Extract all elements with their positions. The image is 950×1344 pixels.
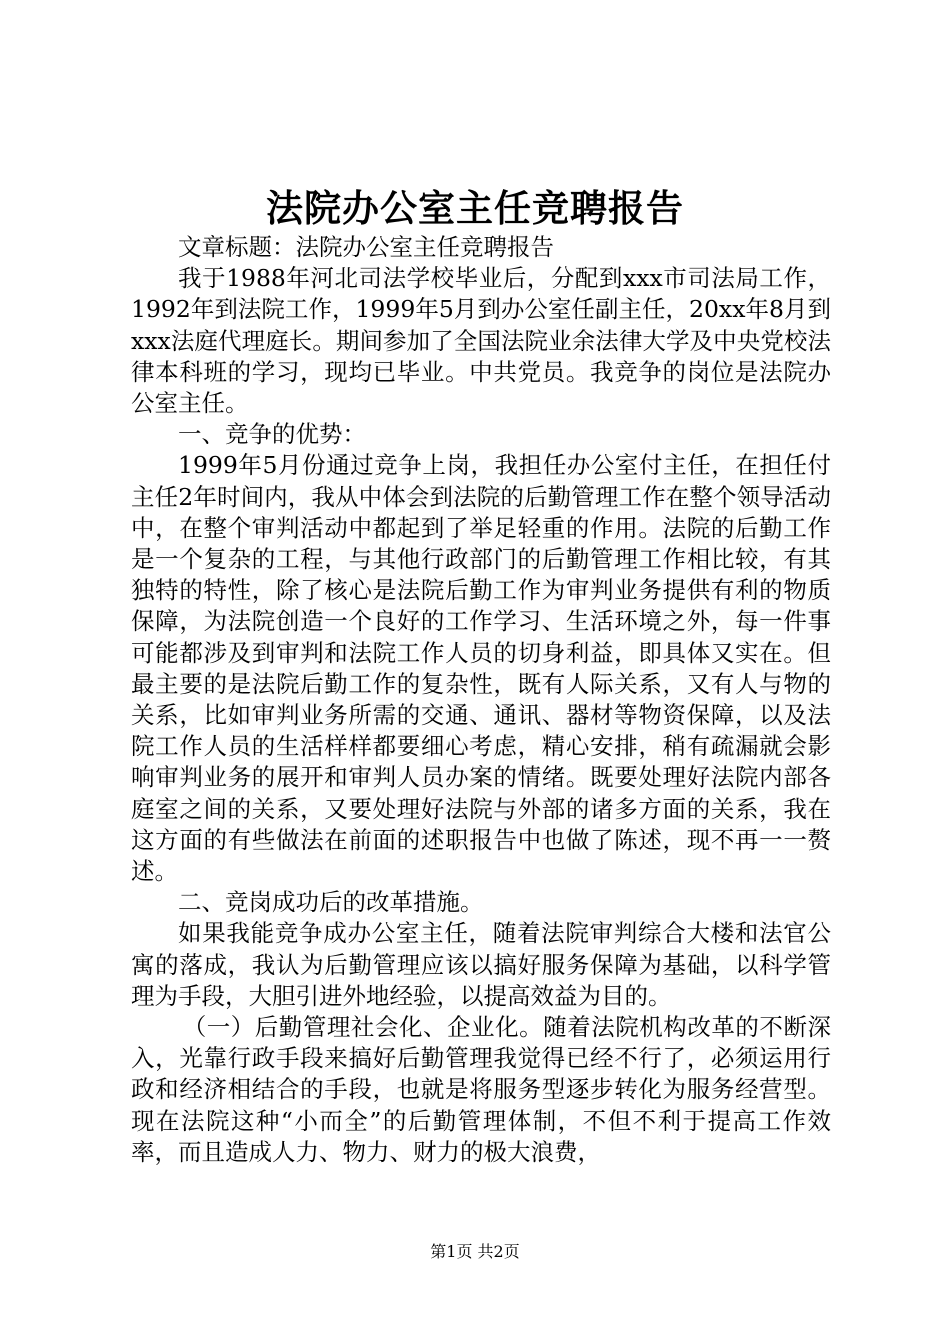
document-body <box>131 232 831 1168</box>
section-heading-advantages: 一、竞争的优势： <box>178 420 366 449</box>
paragraph-advantages: 1999年5月份通过竞争上岗，我担任办公室付主任，在担任付主任2年时间内，我从中体会到法院的后勤管理工作在整个领导活动中，在整个审判活动中都起到了举足轻重的作用。法院的后勤工作是一个复杂的工程，与其他行政部门的后勤管理工作相比较，有其独特的特性，除了核心是法院后勤工作为审判业务提供有利的物质保障，为法院创造一个良好的工作学习、生活环境之外，每一件事可能都涉及到审判和法院工作人员的切身利益，即具体又实在。但最主要的是法院后勤工作的复杂性，既有人际关系，又有人与物的关系，比如审判业务所需的交通、通讯、器材等物资保障，以及法院工作人员的生活样样都要细心考虑，精心安排，稍有疏漏就会影响审判业务的展开和审判人员办案的情绪。既要处理好法院内部各庭室之间的关系，又要处理好法院与外部的诸多方面的关系，我在这方面的有些做法在前面的述职报告中也做了陈述，现不再一一赘述。 <box>131 451 831 886</box>
document-title: 法院办公室主任竞聘报告 <box>266 186 684 230</box>
paragraph-intro: 我于1988年河北司法学校毕业后，分配到xxx市司法局工作，1992年到法院工作，1999年5月到办公室任副主任，20xx年8月到xxx法庭代理庭长。期间参加了全国法院业余法律大学及中央党校法律本科班的学习，现均已毕业。中共党员。我竞争的岗位是法院办公室主任。 <box>131 264 831 418</box>
paragraph-reform-item-1: （一）后勤管理社会化、企业化。随着法院机构改革的不断深入，光靠行政手段来搞好后勤管理我觉得已经不行了，必须运用行政和经济相结合的手段，也就是将服务型逐步转化为服务经营型。现在法院这种“小而全”的后勤管理体制，不但不利于提高工作效率，而且造成人力、物力、财力的极大浪费， <box>131 1013 831 1166</box>
article-title-line: 文章标题：法院办公室主任竞聘报告 <box>178 233 554 261</box>
page-footer: 第1页 共2页 <box>430 1242 520 1261</box>
section-heading-reforms: 二、竞岗成功后的改革措施。 <box>178 888 484 917</box>
paragraph-reforms-intro: 如果我能竞争成办公室主任，随着法院审判综合大楼和法官公寓的落成，我认为后勤管理应该以搞好服务保障为基础，以科学管理为手段，大胆引进外地经验，以提高效益为目的。 <box>131 919 831 1010</box>
